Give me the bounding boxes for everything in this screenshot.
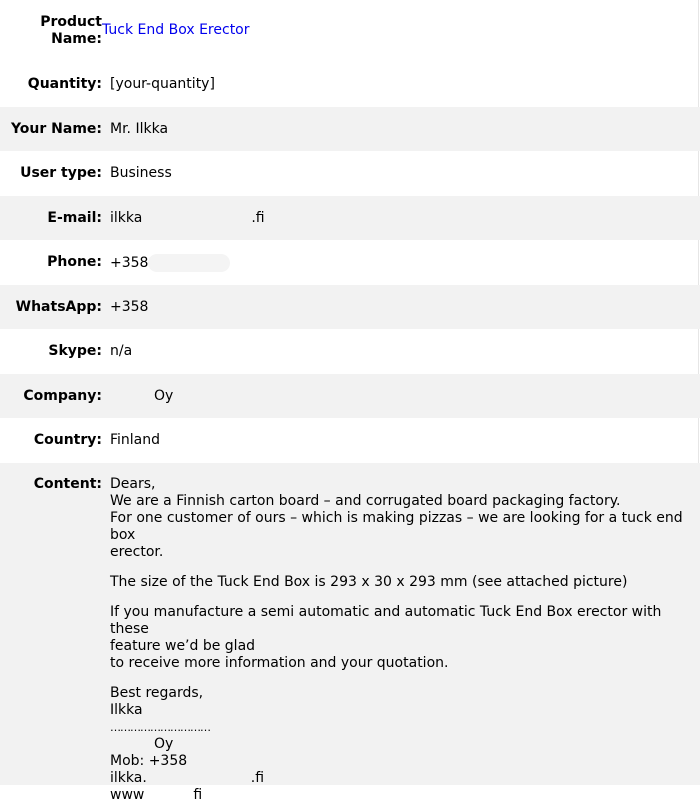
paragraph-gap [110,591,700,604]
product-name-label-line1: Product [40,14,102,30]
skype-label: Skype: [48,343,102,359]
company-value-text: Oy [154,387,174,404]
message-line: We are a Finnish carton board – and corrugated board packaging factory. [110,493,621,509]
message-line: If you manufacture a semi automatic and automatic Tuck End Box erector with these [110,604,662,637]
paragraph-gap [110,672,700,685]
row-product-name [0,0,700,62]
phone-value-text: +358 [110,254,149,271]
email-value [102,210,700,227]
product-name-value [94,22,700,39]
row-whatsapp [0,285,700,329]
row-skype [0,329,700,374]
phone-label: Phone: [47,254,102,270]
signature-divider: ………………………… [110,721,210,734]
user-type-value: Business [110,165,172,181]
row-user-type [0,151,700,196]
row-your-name [0,107,700,151]
message-line [110,787,700,804]
company-value [102,388,700,405]
skype-value: n/a [110,343,133,359]
row-email [0,196,700,240]
country-label: Country: [33,432,102,448]
row-content [0,463,700,803]
phone-redacted [148,254,230,272]
row-phone [0,240,700,285]
message-line: erector. [110,544,164,560]
quantity-label: Quantity: [27,76,102,92]
whatsapp-label: WhatsApp: [15,298,102,315]
signature-email-end: .fi [250,770,265,786]
company-label: Company: [23,387,102,404]
product-name-label-line2: Name: [51,31,102,47]
signature-company: Oy [154,736,174,752]
message-line: feature we’d be glad [110,638,256,654]
message-line: Ilkka [110,702,143,718]
content-message [102,476,700,804]
signature-web-end: fi [193,787,203,803]
user-type-label: User type: [20,165,102,181]
country-value: Finland [110,432,161,448]
message-line: The size of the Tuck End Box is 293 x 30 x 293 mm (see attached picture) [110,574,628,590]
phone-value [102,254,700,272]
row-company [0,374,700,418]
message-line: Best regards, [110,685,204,701]
email-value-end: .fi [251,209,265,226]
paragraph-gap [110,561,700,574]
message-line: to receive more information and your quotation. [110,655,449,671]
signature-web-start: www [110,787,145,803]
signature-email-start: ilkka. [110,770,147,786]
email-label: E-mail: [47,209,102,226]
whatsapp-value: +358 [110,298,149,315]
product-name-label [0,14,102,48]
quantity-value: [your-quantity] [110,76,215,92]
message-line: Dears, [110,476,156,492]
row-quantity [0,62,700,107]
message-line: For one customer of ours – which is making pizzas – we are looking for a tuck end box [110,510,683,543]
message-line [110,770,700,787]
your-name-value: Mr. Ilkka [110,120,169,137]
email-value-start: ilkka [110,209,143,226]
your-name-label: Your Name: [10,120,102,137]
content-label: Content: [33,476,102,492]
message-line: Mob: +358 [110,753,188,769]
product-name-link[interactable]: Tuck End Box Erector [102,21,250,38]
message-line [110,736,700,753]
row-country [0,418,700,463]
